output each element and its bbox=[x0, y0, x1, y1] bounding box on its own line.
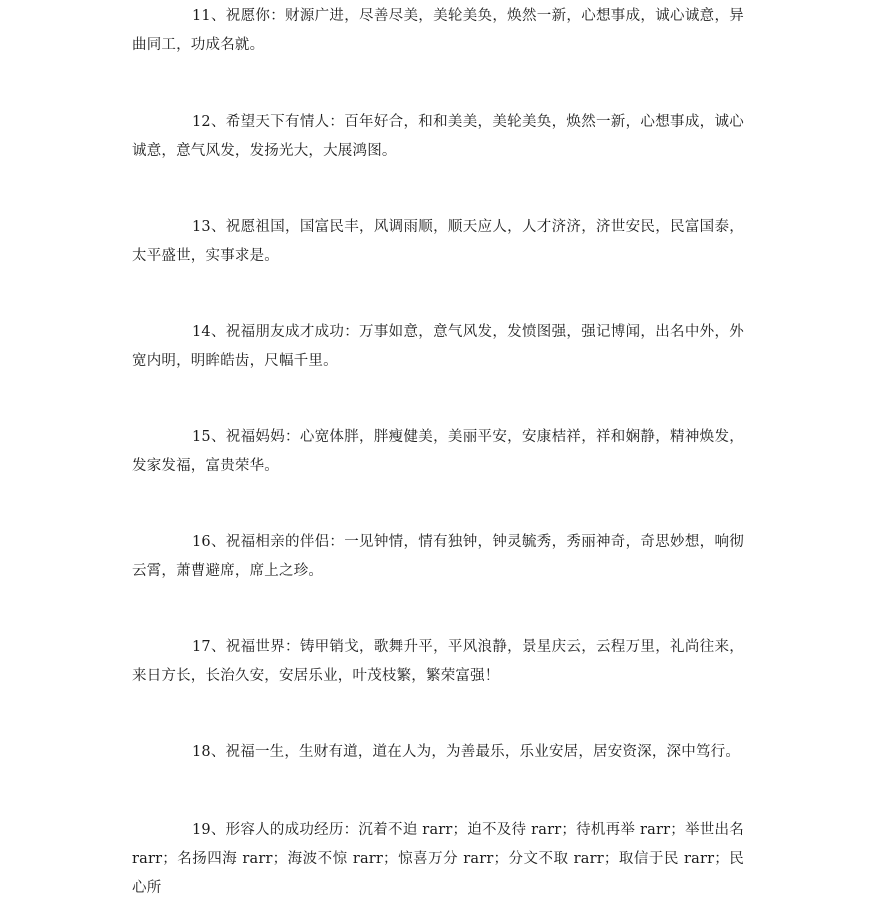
paragraph-16: 16、祝福相亲的伴侣：一见钟情，情有独钟，钟灵毓秀，秀丽神奇，奇思妙想，响彻云霄，萧曹避席，席上之珍。 bbox=[132, 534, 744, 579]
paragraph-13: 13、祝愿祖国，国富民丰，风调雨顺，顺天应人，人才济济，济世安民，民富国泰，太平盛世，实事求是。 bbox=[132, 219, 744, 264]
paragraph-15: 15、祝福妈妈：心宽体胖，胖瘦健美，美丽平安，安康桔祥，祥和娴静，精神焕发，发家发福，富贵荣华。 bbox=[132, 429, 744, 474]
paragraph-12: 12、希望天下有情人：百年好合，和和美美，美轮美奂，焕然一新，心想事成，诚心诚意，意气风发，发扬光大，大展鸿图。 bbox=[132, 114, 744, 159]
paragraph-14: 14、祝福朋友成才成功：万事如意，意气风发，发愤图强，强记博闻，出名中外，外宽内明，明眸皓齿，尺幅千里。 bbox=[132, 324, 744, 369]
paragraph-17: 17、祝福世界：铸甲销戈，歌舞升平，平风浪静，景星庆云，云程万里，礼尚往来，来日方长，长治久安，安居乐业，叶茂枝繁，繁荣富强！ bbox=[132, 639, 744, 684]
paragraph-18: 18、祝福一生，生财有道，道在人为，为善最乐，乐业安居，居安资深，深中笃行。 bbox=[192, 744, 741, 760]
paragraph-19: 19、形容人的成功经历：沉着不迫 rarr；迫不及待 rarr；待机再举 rarr；举世出名 rarr；名扬四海 rarr；海波不惊 rarr；惊喜万分 rarr；分文不取 rarr；取信于民 rarr；民心所 bbox=[132, 822, 744, 896]
paragraph-11: 11、祝愿你：财源广进，尽善尽美，美轮美奂，焕然一新，心想事成，诚心诚意，异曲同工，功成名就。 bbox=[132, 8, 744, 53]
